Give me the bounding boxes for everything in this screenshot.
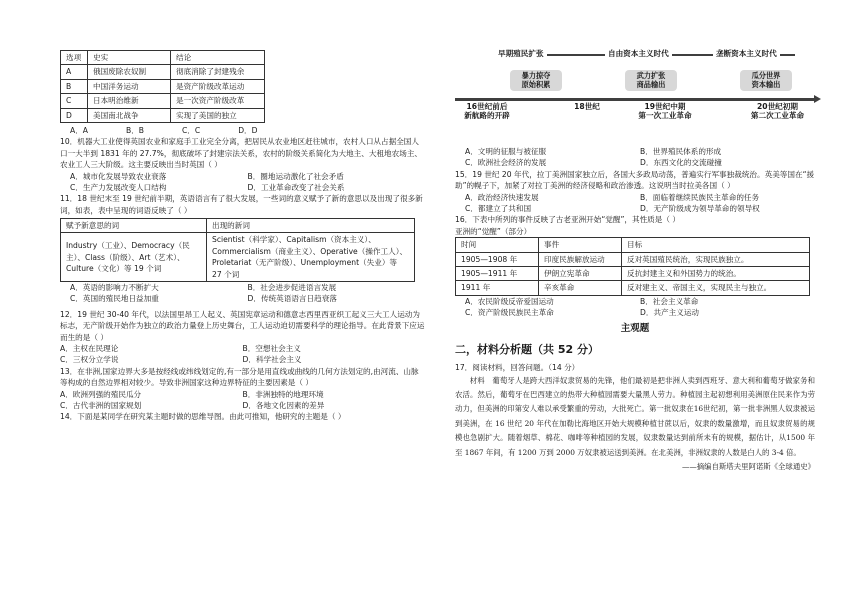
q11-table [60,218,415,282]
option-d[interactable]: D．东西文化的交流碰撞 [640,158,722,168]
timeline-mark: 18世纪 [574,102,600,111]
option-c[interactable]: C．英国的殖民地日益加重 [70,294,159,304]
q16-caption: 亚洲的“觉醒”（部分） [455,226,532,236]
table-cell: 彻底消除了封建残余 [171,65,265,79]
q15-options [455,192,815,203]
table-cell: 是资产阶级改革运动 [171,79,265,93]
option-b[interactable]: B．面临着继续民族民主革命的任务 [640,192,760,202]
q10-options [60,171,425,182]
table-cell: 1905—1908 年 [456,252,539,266]
q17-source: ——摘编自斯塔夫里阿诺斯《全球通史》 [681,462,815,472]
option-c[interactable]: C．C [182,125,201,135]
q14-options [455,146,815,157]
table-cell: 1905—1911 年 [456,266,539,280]
option-a[interactable]: A．英语的影响力不断扩大 [70,283,159,293]
q14-stem: 14．下面是某同学在研究某主题时做的思维导图。由此可推知，他研究的主题是（ ） [60,412,346,422]
option-d[interactable]: D．各地文化因素的差异 [242,400,325,410]
period-label: 垄断资本主义时代 [713,48,780,59]
option-a[interactable]: A．文明的征服与被征服 [465,147,547,156]
q16-table [455,237,810,296]
table-header: 赋予新意思的词 [61,219,207,233]
table-cell: Scientist（科学家）、Capitalism（资本主义）、Commercialism（商业主义）、Operative（操作工人）、Proletariat（无产阶级）、Unemployment（失业）等 27 个词 [207,233,415,282]
table-row [61,108,265,122]
q17-stem: 17．阅读材料，回答问题。（14 分） [455,363,580,373]
method-box: 武力扩张 商品输出 [625,70,677,91]
table-cell: 伊朗立宪革命 [539,266,622,280]
option-b[interactable]: B．B [125,125,144,135]
option-c[interactable]: C．三权分立学说 [60,355,119,365]
section-title: 二，材料分析题（共 52 分） [455,342,599,356]
table-row [61,94,265,108]
option-d[interactable]: D．共产主义运动 [640,308,700,318]
table-cell: C [61,94,88,108]
q9-table [60,50,265,123]
q12-options-row2 [60,354,425,365]
option-a[interactable]: A．农民阶级反帝爱国运动 [465,296,554,306]
q15-options-row2 [455,203,815,214]
table-cell: 反抗封建主义和外国势力的统治。 [622,266,810,280]
left-column [60,0,425,423]
period-label: 自由资本主义时代 [605,48,672,59]
option-b[interactable]: B．圈地运动激化了社会矛盾 [247,171,344,181]
option-a[interactable]: A．城市化发展导致农业衰落 [70,171,167,181]
q11-options [60,282,425,293]
option-a[interactable]: A．政治经济快速发展 [465,192,539,202]
table-cell: 史实 [88,51,171,65]
q14-options-row2 [455,157,815,168]
table-row [61,51,265,65]
table-cell: Industry（工业）、Democracy（民主）、Class（阶级）、Art（艺术）、Culture（文化）等 19 个词 [61,233,207,282]
q11-options-row2 [60,293,425,304]
table-row [61,79,265,93]
option-d[interactable]: D．D [238,125,258,135]
table-cell: 俄国废除农奴制 [88,65,171,79]
option-c[interactable]: C．古代非洲的国家规划 [60,400,142,410]
q10-options-row2 [60,182,425,193]
table-row [456,281,810,295]
q15-stem: 15．19 世纪 20 年代，拉丁美洲国家独立后，各国大多政局动荡，普遍实行军事独裁统治。英美等国在“援助”的幌子下，加紧了对拉丁美洲的经济侵略和政治渗透。这说明当时拉美各国（ ） [455,169,815,191]
option-d[interactable]: D．科学社会主义 [242,355,302,365]
q17-material: 材料 葡萄牙人是跨大西洋奴隶贸易的先锋，他们最初是把非洲人卖到西班牙、意大利和葡萄牙做家务和农活。然后，葡萄牙在巴西建立的热带大种植园需要大量黑人劳力。种植园主起初想利用美洲原住民来作为劳动力，但美洲的印第安人难以承受繁重的劳动，大批死亡。第一批奴隶在16世纪初，第一批非洲黑人奴隶被运到美洲，在 16 世纪 20 年代在加勒比海地区开始大规模种植甘蔗以后，奴隶的数量激增，而且奴隶贸易的规模也急剧扩大。随着烟草、棉花、咖啡等种植园的发展，奴隶数量达到前所未有的规模，据估计，从1500 年至 1867 年间，有 1200 万到 2000 万奴隶被运送到美洲。在北美洲，非洲奴隶的人数是白人的 3-4 倍。 [455,375,815,457]
q13-options [60,389,425,400]
q14-mind-map [455,40,815,132]
period-label: 早期殖民扩张 [495,48,547,59]
method-box: 瓜分世界 资本输出 [740,70,792,91]
table-cell: 日本明治维新 [88,94,171,108]
q16-options-row2 [455,307,815,318]
table-header: 目标 [622,238,810,252]
table-header: 事件 [539,238,622,252]
table-cell: 实现了美国的独立 [171,108,265,122]
method-box: 暴力掠夺 原始积累 [510,70,562,91]
table-row [61,233,415,282]
option-d[interactable]: D．工业革命改变了社会关系 [247,182,345,192]
table-header: 时间 [456,238,539,252]
q9-options [60,125,425,136]
option-b[interactable]: B．社会进步促进语言发展 [247,283,337,293]
table-cell: 是一次资产阶级改革 [171,94,265,108]
table-cell: 结论 [171,51,265,65]
option-a[interactable]: A．欧洲列强的殖民瓜分 [60,389,142,399]
axis-arrow [814,95,821,103]
table-row [456,266,810,280]
timeline-mark: 19世纪中期 第一次工业革命 [638,102,692,121]
table-row [456,252,810,266]
table-cell: 反对建主义、帝国主义，实现民主与独立。 [622,281,810,295]
q13-options-row2 [60,400,425,411]
q16-options [455,296,815,307]
table-cell: B [61,79,88,93]
table-cell: 反对英国殖民统治，实现民族独立。 [622,252,810,266]
table-cell: 中国洋务运动 [88,79,171,93]
q13-stem: 13．在非洲,国家边界大多是按经线或纬线划定的,有一部分是用直线或曲线的几何方法划定的,由河流、山脉等构成的自然边界相对较少。导致非洲国家这种边界特征的主要因素是（ ） [60,366,419,388]
q12-stem: 12．19 世纪 30-40 年代，以法国里昂工人起义、英国宪章运动和德意志西里西亚织工起义三大工人运动为标志，无产阶级开始作为独立的政治力量登上历史舞台，工人运动迫切需要科学的理论指导。在此背景下应运而生的是（ ） [60,309,425,342]
option-b[interactable]: B．世界殖民体系的形成 [640,147,722,156]
option-d[interactable]: D．无产阶级成为领导革命的领导权 [640,203,760,213]
table-row [61,65,265,79]
table-row [61,219,415,233]
table-cell: 选项 [61,51,88,65]
option-b[interactable]: B．社会主义革命 [640,296,699,306]
table-row [456,238,810,252]
table-cell: 印度民族解放运动 [539,252,622,266]
table-cell: 辛亥革命 [539,281,622,295]
right-column [455,0,815,472]
table-cell: 1911 年 [456,281,539,295]
q12-options [60,343,425,354]
option-d[interactable]: D．传统英语语言日趋衰落 [247,294,337,304]
timeline-mark: 16世纪前后 新航路的开辟 [464,102,510,121]
option-c[interactable]: C．都建立了共和国 [465,203,532,213]
option-c[interactable]: C．资产阶级民族民主革命 [465,308,554,318]
timeline-axis [455,98,815,101]
table-cell: 美国南北战争 [88,108,171,122]
timeline-mark: 20世纪初期 第二次工业革命 [750,102,805,121]
option-c[interactable]: C．生产力发展改变人口结构 [70,182,167,192]
option-a[interactable]: A．A [70,125,88,135]
table-header: 出现的新词 [207,219,415,233]
table-cell: A [61,65,88,79]
table-cell: D [61,108,88,122]
option-b[interactable]: B．空想社会主义 [242,343,301,353]
subjective-heading: 主观题 [620,323,650,335]
option-b[interactable]: B．非洲独特的地理环境 [242,389,324,399]
q11-stem: 11．18 世纪末至 19 世纪前半期，英语语言有了很大发展，一些词的意义赋予了新的意思以及出现了很多新词，如表，表中呈现的词语反映了（ ） [60,194,423,215]
q10-stem: 10．机器大工业使得英国农业和家庭手工业完全分离，把居民从农业地区赶往城市，农村人口从占据全国人口一大半到 1831 年的 27.7%，彻底破坏了封建宗法关系，农村的阶级关系简化为大地主、大租地农场主、农业工人三大阶级。这主要反映出当时英国（ ） [60,137,423,170]
option-c[interactable]: C．欧洲社会经济的发展 [465,158,547,168]
option-a[interactable]: A．主权在民理论 [60,343,119,353]
q16-stem: 16．下表中所列的事件反映了古老亚洲开始“觉醒”，其性质是（ ） [455,215,680,225]
